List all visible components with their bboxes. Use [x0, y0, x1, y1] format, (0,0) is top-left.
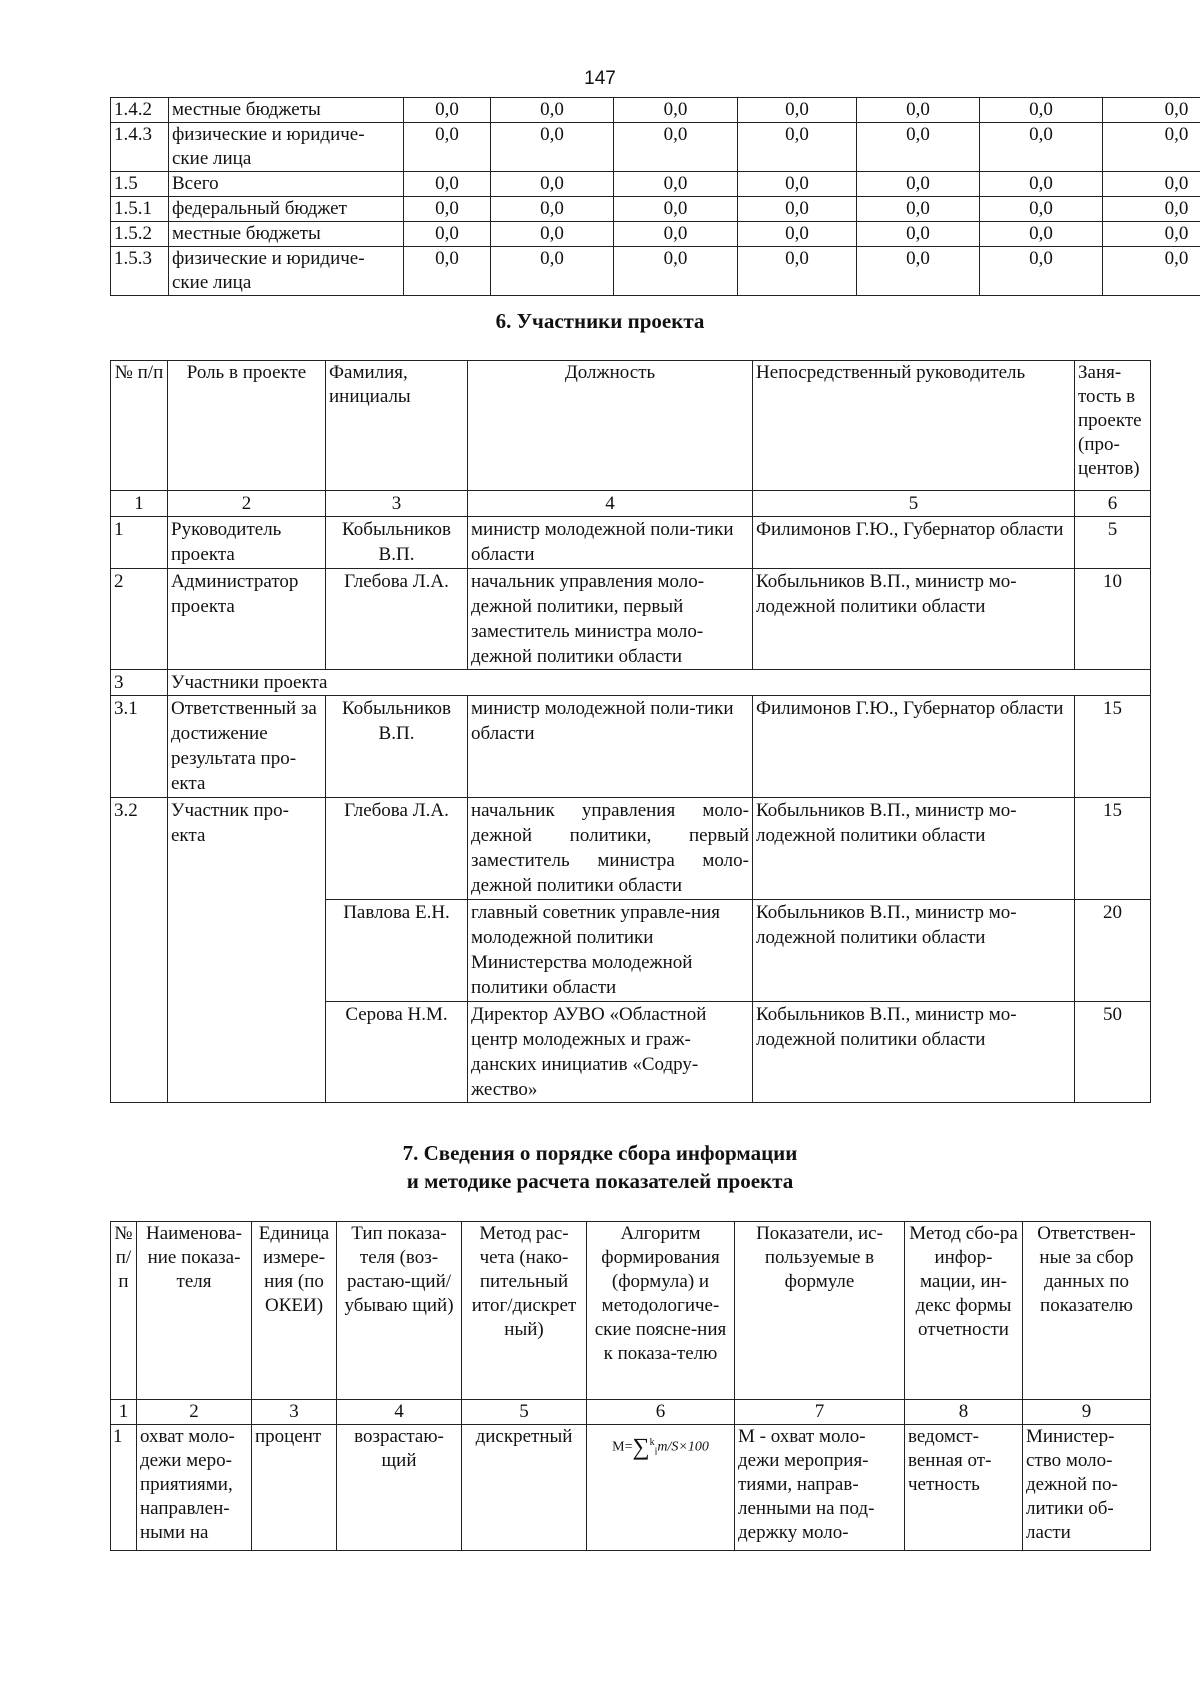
- col-number: 2: [168, 491, 326, 517]
- value-cell: 0,0: [738, 197, 857, 222]
- table-row: [111, 517, 1151, 569]
- row-label: местные бюджеты: [169, 98, 404, 123]
- row-code: 1.5.1: [111, 197, 169, 222]
- section-6-title: 6. Участники проекта: [495, 309, 705, 333]
- value-cell: 0,0: [614, 98, 738, 123]
- value-cell: 0,0: [404, 98, 491, 123]
- group-row: [111, 670, 1151, 696]
- position-cell: начальник управления моло-дежной политики, первый заместитель министра моло-дежной политики области: [468, 798, 753, 900]
- header-method: Метод рас-чета (нако-пительный итог/дискрет ный): [462, 1222, 587, 1400]
- formula-lhs: M=: [612, 1439, 633, 1455]
- value-cell: 0,0: [491, 247, 614, 296]
- header-variables: Показатели, ис-пользуемые в формуле: [735, 1222, 905, 1400]
- role-cell: Ответственный за достижение результата про-екта: [168, 696, 326, 798]
- value-cell: 0,0: [491, 222, 614, 247]
- header-position: Должность: [468, 361, 753, 491]
- value-cell: 0,0: [614, 197, 738, 222]
- value-cell: 0,0: [491, 123, 614, 172]
- header-type: Тип показа-теля (воз-растаю-щий/убываю щий): [337, 1222, 462, 1400]
- header-number: № п/ п: [111, 1222, 137, 1400]
- participants-table: [110, 360, 1151, 1103]
- col-number: 6: [587, 1400, 735, 1425]
- name-cell: Кобыльников В.П.: [326, 517, 468, 569]
- column-number-row: [111, 1400, 1151, 1425]
- row-code: 1.5.3: [111, 247, 169, 296]
- value-cell: 0,0: [980, 98, 1103, 123]
- supervisor-cell: Кобыльников В.П., министр мо-лодежной политики области: [753, 900, 1075, 1002]
- load-cell: 50: [1075, 1002, 1151, 1103]
- column-number-row: [111, 491, 1151, 517]
- value-cell: 0,0: [980, 247, 1103, 296]
- formula-cell: [587, 1425, 735, 1551]
- group-label: Участники проекта: [168, 670, 1151, 696]
- header-algorithm: Алгоритм формирования (формула) и методологиче-ские поясне-ния к показа-телю: [587, 1222, 735, 1400]
- value-cell: 0,0: [738, 172, 857, 197]
- header-name: Фамилия, инициалы: [326, 361, 468, 491]
- col-number: 7: [735, 1400, 905, 1425]
- header-number: № п/п: [111, 361, 168, 491]
- table-header-row: [111, 1222, 1151, 1400]
- load-cell: 20: [1075, 900, 1151, 1002]
- load-cell: 5: [1075, 517, 1151, 569]
- header-supervisor: Непосредственный руководитель: [753, 361, 1075, 491]
- row-number: 1: [111, 1425, 137, 1551]
- value-cell: 0,0: [1103, 172, 1200, 197]
- position-cell: главный советник управле-ния молодежной политики Министерства молодежной политики области: [468, 900, 753, 1002]
- name-cell: Павлова Е.Н.: [326, 900, 468, 1002]
- value-cell: 0,0: [857, 222, 980, 247]
- collection-cell: ведомст-венная от-четность: [905, 1425, 1023, 1551]
- value-cell: 0,0: [980, 172, 1103, 197]
- value-cell: 0,0: [491, 98, 614, 123]
- position-cell: Директор АУВО «Областной центр молодежных и граж-данских инициатив «Содру-жество»: [468, 1002, 753, 1103]
- row-code: 1.4.3: [111, 123, 169, 172]
- name-cell: Серова Н.М.: [326, 1002, 468, 1103]
- col-number: 9: [1023, 1400, 1151, 1425]
- col-number: 6: [1075, 491, 1151, 517]
- table-row: [111, 123, 1200, 172]
- table-row: [111, 798, 1151, 900]
- table-row: [111, 696, 1151, 798]
- supervisor-cell: Филимонов Г.Ю., Губернатор области: [753, 696, 1075, 798]
- responsible-cell: Министер-ство моло-дежной по-литики об-ласти: [1023, 1425, 1151, 1551]
- col-number: 2: [137, 1400, 252, 1425]
- sum-symbol: ∑: [632, 1434, 650, 1461]
- load-cell: 15: [1075, 696, 1151, 798]
- value-cell: 0,0: [738, 247, 857, 296]
- value-cell: 0,0: [980, 123, 1103, 172]
- row-number: 2: [111, 569, 168, 670]
- row-label: федеральный бюджет: [169, 197, 404, 222]
- value-cell: 0,0: [857, 247, 980, 296]
- variables-cell: М - охват моло-дежи мероприя-тиями, направ-ленными на под-держку моло-: [735, 1425, 905, 1551]
- table-row: [111, 247, 1200, 296]
- header-indicator-name: Наименова-ние показа-теля: [137, 1222, 252, 1400]
- section-7-title-line1: 7. Сведения о порядке сбора информации: [402, 1141, 798, 1165]
- value-cell: 0,0: [404, 222, 491, 247]
- page-number: 147: [584, 68, 616, 89]
- role-cell: Администратор проекта: [168, 569, 326, 670]
- header-unit: Единица измере-ния (по ОКЕИ): [252, 1222, 337, 1400]
- value-cell: 0,0: [491, 197, 614, 222]
- table-row: [111, 197, 1200, 222]
- value-cell: 0,0: [857, 98, 980, 123]
- row-label: местные бюджеты: [169, 222, 404, 247]
- row-number: 3.1: [111, 696, 168, 798]
- table-row: [111, 1425, 1151, 1551]
- sum-upper-limit: k: [649, 1437, 655, 1448]
- section-7-title: [0, 1139, 1200, 1195]
- methodology-table: [110, 1221, 1151, 1551]
- row-code: 1.5.2: [111, 222, 169, 247]
- value-cell: 0,0: [404, 197, 491, 222]
- value-cell: 0,0: [491, 172, 614, 197]
- col-number: 3: [252, 1400, 337, 1425]
- table-row: [111, 172, 1200, 197]
- header-load: Заня-тость в проекте (про-центов): [1075, 361, 1151, 491]
- name-cell: Кобыльников В.П.: [326, 696, 468, 798]
- col-number: 1: [111, 1400, 137, 1425]
- col-number: 3: [326, 491, 468, 517]
- value-cell: 0,0: [404, 123, 491, 172]
- row-label: физические и юридиче-ские лица: [169, 247, 404, 296]
- header-collection: Метод сбо-ра инфор-мации, ин-декс формы отчетности: [905, 1222, 1023, 1400]
- value-cell: 0,0: [857, 197, 980, 222]
- table-row: [111, 98, 1200, 123]
- unit-cell: процент: [252, 1425, 337, 1551]
- row-label: Всего: [169, 172, 404, 197]
- table-row: [111, 569, 1151, 670]
- col-number: 4: [468, 491, 753, 517]
- section-7-title-line2: и методике расчета показателей проекта: [406, 1169, 794, 1193]
- formula: [590, 1425, 731, 1464]
- name-cell: Глебова Л.А.: [326, 798, 468, 900]
- load-cell: 10: [1075, 569, 1151, 670]
- position-cell: начальник управления моло-дежной политики, первый заместитель министра моло-дежной политики области: [468, 569, 753, 670]
- value-cell: 0,0: [404, 172, 491, 197]
- value-cell: 0,0: [614, 222, 738, 247]
- table-row: [111, 222, 1200, 247]
- role-cell: Участник про-екта: [168, 798, 326, 1103]
- method-cell: дискретный: [462, 1425, 587, 1551]
- col-number: 8: [905, 1400, 1023, 1425]
- value-cell: 0,0: [980, 222, 1103, 247]
- type-cell: возрастаю-щий: [337, 1425, 462, 1551]
- value-cell: 0,0: [1103, 247, 1200, 296]
- value-cell: 0,0: [404, 247, 491, 296]
- row-code: 1.5: [111, 172, 169, 197]
- value-cell: 0,0: [614, 123, 738, 172]
- value-cell: 0,0: [1103, 98, 1200, 123]
- col-number: 1: [111, 491, 168, 517]
- supervisor-cell: Кобыльников В.П., министр мо-лодежной политики области: [753, 798, 1075, 900]
- row-number: 3: [111, 670, 168, 696]
- sum-lower-limit: i: [654, 1446, 658, 1458]
- budget-table: [110, 97, 1200, 296]
- value-cell: 0,0: [857, 123, 980, 172]
- header-responsible: Ответствен-ные за сбор данных по показателю: [1023, 1222, 1151, 1400]
- supervisor-cell: Кобыльников В.П., министр мо-лодежной политики области: [753, 1002, 1075, 1103]
- header-role: Роль в проекте: [168, 361, 326, 491]
- value-cell: 0,0: [857, 172, 980, 197]
- row-label: физические и юридиче-ские лица: [169, 123, 404, 172]
- value-cell: 0,0: [980, 197, 1103, 222]
- col-number: 4: [337, 1400, 462, 1425]
- position-cell: министр молодежной поли-тики области: [468, 517, 753, 569]
- indicator-name-cell: охват моло-дежи меро-приятиями, направлен-ными на: [137, 1425, 252, 1551]
- value-cell: 0,0: [614, 247, 738, 296]
- row-code: 1.4.2: [111, 98, 169, 123]
- row-number: 1: [111, 517, 168, 569]
- value-cell: 0,0: [738, 123, 857, 172]
- value-cell: 0,0: [738, 98, 857, 123]
- row-number: 3.2: [111, 798, 168, 1103]
- value-cell: 0,0: [1103, 222, 1200, 247]
- table-header-row: [111, 361, 1151, 491]
- load-cell: 15: [1075, 798, 1151, 900]
- position-cell: министр молодежной поли-тики области: [468, 696, 753, 798]
- col-number: 5: [462, 1400, 587, 1425]
- formula-body: m/S×100: [657, 1439, 709, 1455]
- value-cell: 0,0: [738, 222, 857, 247]
- supervisor-cell: Филимонов Г.Ю., Губернатор области: [753, 517, 1075, 569]
- role-cell: Руководитель проекта: [168, 517, 326, 569]
- value-cell: 0,0: [1103, 197, 1200, 222]
- value-cell: 0,0: [614, 172, 738, 197]
- value-cell: 0,0: [1103, 123, 1200, 172]
- supervisor-cell: Кобыльников В.П., министр мо-лодежной политики области: [753, 569, 1075, 670]
- col-number: 5: [753, 491, 1075, 517]
- name-cell: Глебова Л.А.: [326, 569, 468, 670]
